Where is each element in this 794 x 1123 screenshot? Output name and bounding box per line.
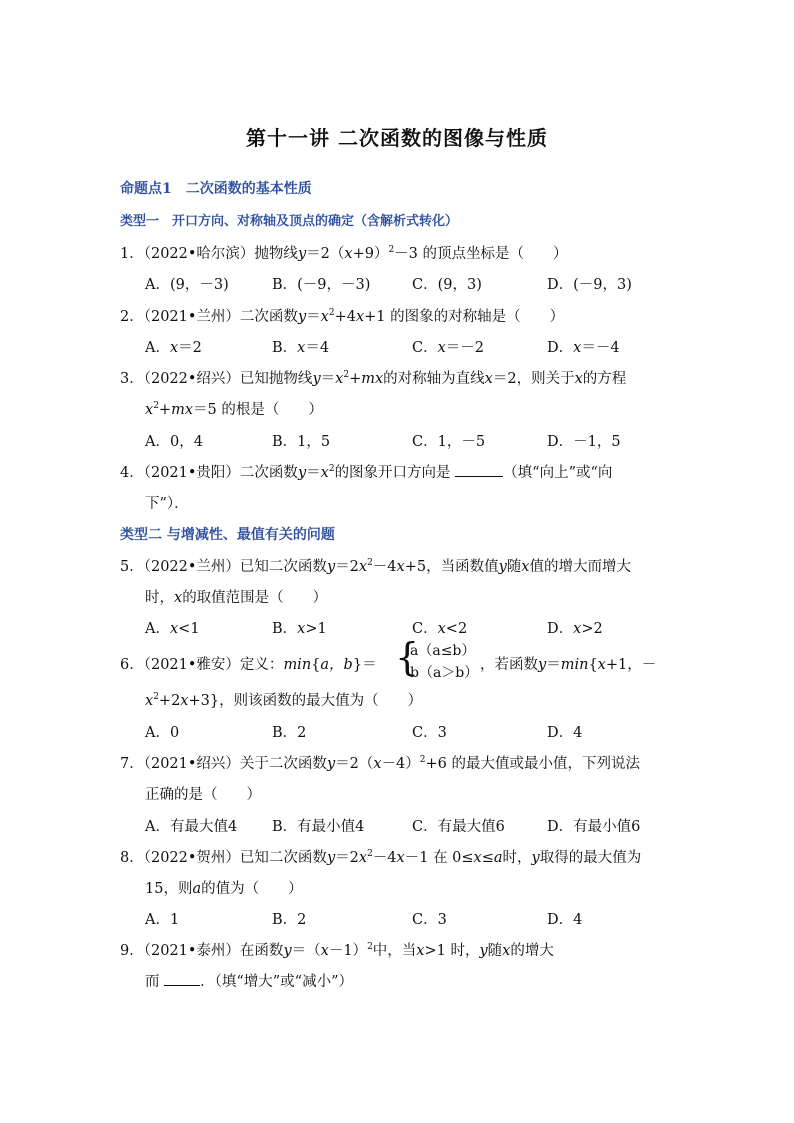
option-a: A．x＝2 <box>145 340 202 356</box>
option-c: C．3 <box>412 912 447 928</box>
question-5: 5．（2022•兰州）已知二次函数$y=2x^2-4x+5$，当函数值y随x值的增大而增大 <box>120 558 631 575</box>
section-heading: 命题点1 二次函数的基本性质 <box>120 181 312 197</box>
option-c: C．(9，3) <box>412 277 482 293</box>
option-c: C．1，－5 <box>412 434 486 450</box>
question-3: 3．（2022•绍兴）已知抛物线$y=x^2+mx$的对称轴为直线x＝2，则关于x的方程 <box>120 370 627 387</box>
option-c: C．x＝－2 <box>412 340 485 356</box>
option-a: A．1 <box>145 912 180 928</box>
question-7: 7．（2021•绍兴）关于二次函数$y=2(x-4)^2+6$ 的最大值或最小值，下列说法 <box>120 755 641 772</box>
page-title: 第十一讲 二次函数的图像与性质 <box>246 126 548 150</box>
option-c: C．x<2 <box>412 621 468 637</box>
piecewise-case-1: a（a≤b） <box>410 643 476 659</box>
question-2: 2．（2021•兰州）二次函数$y=x^2+4x+1$ 的图象的对称轴是（ ） <box>120 308 565 325</box>
option-d: D．(－9，3) <box>547 277 632 293</box>
option-d: D．x＝－4 <box>547 340 620 356</box>
question-3-cont: $x^2+mx=5$ 的根是（ ） <box>145 401 323 418</box>
question-4: 4．（2021•贵阳）二次函数$y=x^2$的图象开口方向是 （填“向上”或“向 <box>120 464 613 481</box>
question-9: 9．（2021•泰州）在函数$y=(x-1)^2$中，当x>1 时，y随x的增大 <box>120 942 554 959</box>
piecewise-brace: { <box>395 635 420 679</box>
option-c: C．有最大值6 <box>412 819 505 835</box>
option-b: B．2 <box>272 725 307 741</box>
type-heading-2: 类型二 与增减性、最值有关的问题 <box>120 527 335 543</box>
option-b: B．1，5 <box>272 434 331 450</box>
option-b: B．(－9，－3) <box>272 277 371 293</box>
option-a: A．(9，－3) <box>145 277 229 293</box>
question-6-cont: $x^2+2x+3$}，则该函数的最大值为（ ） <box>145 692 423 709</box>
option-d: D．有最小值6 <box>547 819 641 835</box>
option-b: B．有最小值4 <box>272 819 365 835</box>
option-d: D．4 <box>547 912 583 928</box>
question-4-cont: 下”）． <box>145 496 189 512</box>
option-d: D．－1，5 <box>547 434 621 450</box>
option-d: D．4 <box>547 725 583 741</box>
option-d: D．x>2 <box>547 621 603 637</box>
question-9-cont: 而 ．（填“增大”或“减小”） <box>145 974 354 990</box>
piecewise-case-2: b（a＞b） <box>410 665 479 681</box>
question-6: 6．（2021•雅安）定义：min{a，b}＝ <box>120 657 377 673</box>
question-8-cont: 15，则a的值为（ ） <box>145 881 303 897</box>
option-b: B．x＝4 <box>272 340 330 356</box>
option-c: C．3 <box>412 725 447 741</box>
option-a: A．0 <box>145 725 180 741</box>
option-a: A．0，4 <box>145 434 203 450</box>
option-a: A．有最大值4 <box>145 819 238 835</box>
option-b: B．x>1 <box>272 621 327 637</box>
question-7-cont: 正确的是（ ） <box>145 787 261 803</box>
question-6-tail: ，若函数y＝min{x+1，－ <box>480 657 657 673</box>
question-5-cont: 时，x的取值范围是（ ） <box>145 590 328 606</box>
question-8: 8．（2022•贺州）已知二次函数$y=2x^2-4x-1$ 在 0≤x≤a时，y取得的最大值为 <box>120 849 642 866</box>
option-b: B．2 <box>272 912 307 928</box>
question-1: 1．（2022•哈尔滨）抛物线$y=2(x+9)^2-3$ 的顶点坐标是（ ） <box>120 245 568 262</box>
option-a: A．x<1 <box>145 621 200 637</box>
type-heading-1: 类型一 开口方向、对称轴及顶点的确定（含解析式转化） <box>120 214 459 229</box>
